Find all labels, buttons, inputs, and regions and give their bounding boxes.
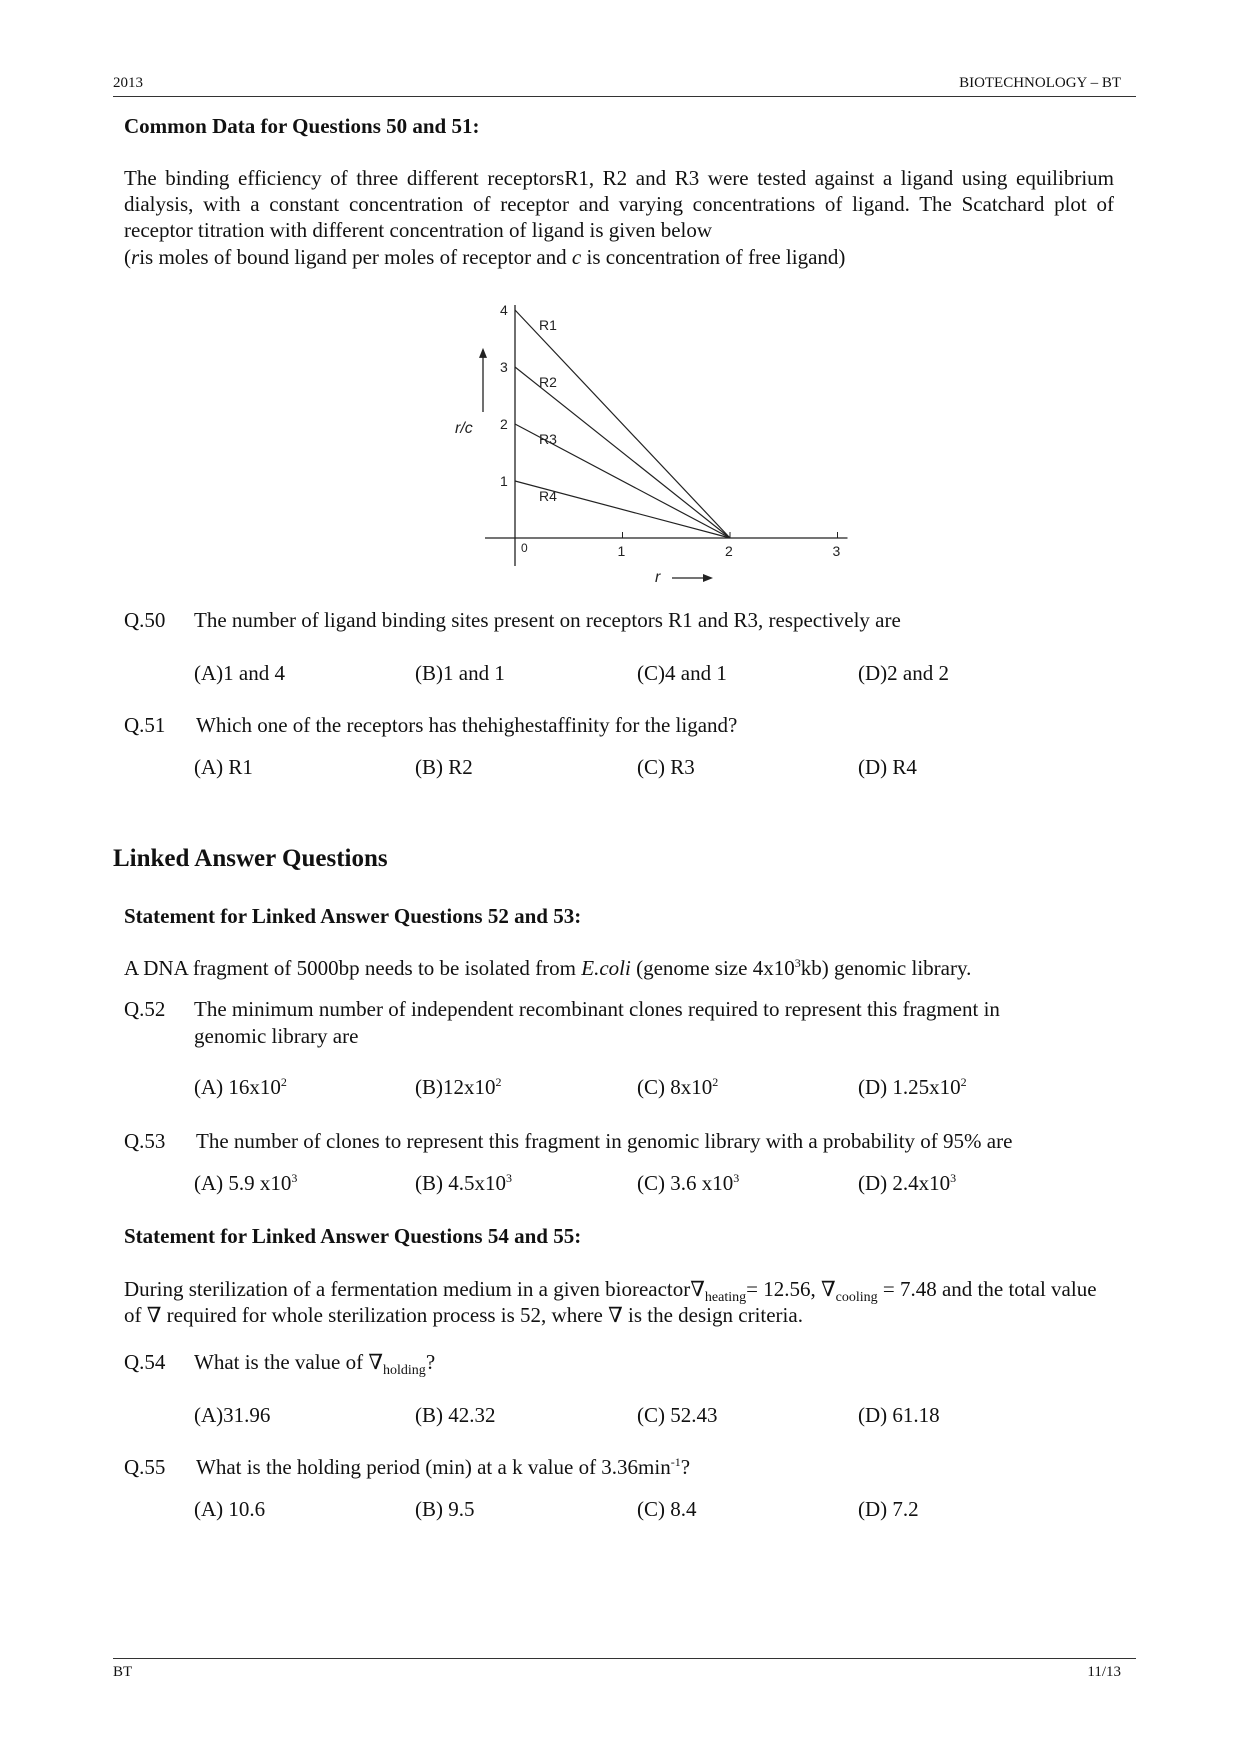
linked-statement-2: During sterilization of a fermentation medium in a given $bioreactor\nabla_{heating}= 12.56$, $\nabla_{cooling} = 7.48$ and the total value of ∇ required for whole sterilization process is 52, where ∇ is the design criteria. [124,1277,1097,1327]
q51-text: Which one of the receptors has thehighestaffinity for the ligand? [196,713,738,737]
q53-option-a: (A) 5.9 $x10^3$ [194,1171,298,1195]
q55-option-a: (A) 10.6 [194,1497,266,1521]
series-line-r2 [515,367,730,538]
x-axis-arrowhead [703,574,713,582]
footer-page: 11/13 [1087,1664,1121,1680]
footer-code: BT [113,1664,133,1680]
q52-option-a: (A) $16x10^2$ [194,1075,287,1099]
q54-text: What is the value of $\nabla_{holding}$? [194,1350,436,1379]
y-tick-label: 2 [500,416,508,432]
q54-option-a: (A)31.96 [194,1403,271,1427]
q50-option-b: (B)1 and 1 [415,661,505,685]
linked-statement-1-title: Statement for Linked Answer Questions 52 and 53: [124,904,582,928]
header-year: 2013 [113,75,143,91]
q52-number: Q.52 [124,997,166,1021]
q51-option-d: (D) R4 [858,755,917,779]
q51-number: Q.51 [124,713,166,737]
q50-number: Q.50 [124,608,166,632]
q52-option-b: $(B)12x10^2$ [415,1075,502,1099]
series-label-r3: R3 [539,431,557,447]
q51-option-c: (C) R3 [637,755,695,779]
common-data-note: (ris moles of bound ligand per moles of receptor and c is concentration of free ligand) [124,245,846,269]
q53-number: Q.53 [124,1129,166,1153]
q55-option-b: (B) 9.5 [415,1497,475,1521]
footer-rule [113,1658,1136,1659]
series-label-r1: R1 [539,317,557,333]
q51-option-b: (B) R2 [415,755,473,779]
q53-option-d: (D) $2.4x10^3$ [858,1171,957,1195]
q55-option-d: (D) 7.2 [858,1497,919,1521]
q52-option-d: (D) $1.25x10^2$ [858,1075,967,1099]
y-tick-label: 4 [500,302,508,318]
q54-option-b: (B) 42.32 [415,1403,496,1427]
x-tick-label: 0 [521,541,528,555]
q54-option-d: (D) 61.18 [858,1403,940,1427]
q55-text: What is the holding period (min) at a k value of $3.36\min^{-1}$? [196,1455,691,1479]
linked-statement-1: A DNA fragment of 5000bp needs to be isolated from E.coli (genome size $4x10^3kb$) genomic library. [124,956,972,980]
header-rule [113,96,1136,97]
q51-option-a: (A) R1 [194,755,253,779]
q50-text: The number of ligand binding sites present on receptors R1 and R3, respectively are [194,608,901,632]
q55-option-c: (C) 8.4 [637,1497,697,1521]
q55-number: Q.55 [124,1455,166,1479]
y-tick-label: 3 [500,359,508,375]
q52-text-line2: genomic library are [194,1024,359,1048]
scatchard-plot [440,262,870,592]
q52-text-line1: The minimum number of independent recombinant clones required to represent this fragment in [194,997,1000,1021]
x-tick-label: 3 [832,543,841,559]
series-label-r2: R2 [539,374,557,390]
x-tick-label: 1 [617,543,626,559]
y-axis-arrowhead [479,348,487,358]
header-subject: BIOTECHNOLOGY – BT [959,75,1121,91]
x-axis-label: r [655,569,661,586]
linked-statement-2-title: Statement for Linked Answer Questions 54 and 55: [124,1224,582,1248]
x-tick-label: 2 [725,543,733,559]
q53-option-c: (C) 3.6 $x10^3$ [637,1171,740,1195]
q54-option-c: (C) 52.43 [637,1403,718,1427]
common-data-title: Common Data for Questions 50 and 51: [124,114,480,138]
series-label-r4: R4 [539,488,557,504]
y-tick-label: 1 [500,473,508,489]
y-axis-label: r/c [455,420,473,437]
q50-option-a: (A)1 and 4 [194,661,285,685]
common-data-paragraph: The binding efficiency of three different receptorsR1, R2 and R3 were tested against a ligand using equilibrium dialysis, with a constant concentration of receptor and varying concentrations of ligand. The Scatchard plot of receptor titration with different concentration of ligand is given below [124,166,1114,242]
q50-option-c: (C)4 and 1 [637,661,727,685]
q52-option-c: (C) $8x10^2$ [637,1075,719,1099]
q53-text: The number of clones to represent this fragment in genomic library with a probability of 95% are [196,1129,1013,1153]
q54-number: Q.54 [124,1350,166,1374]
q53-option-b: (B) $4.5x10^3$ [415,1171,512,1195]
q50-option-d: (D)2 and 2 [858,661,949,685]
linked-heading: Linked Answer Questions [113,845,388,872]
